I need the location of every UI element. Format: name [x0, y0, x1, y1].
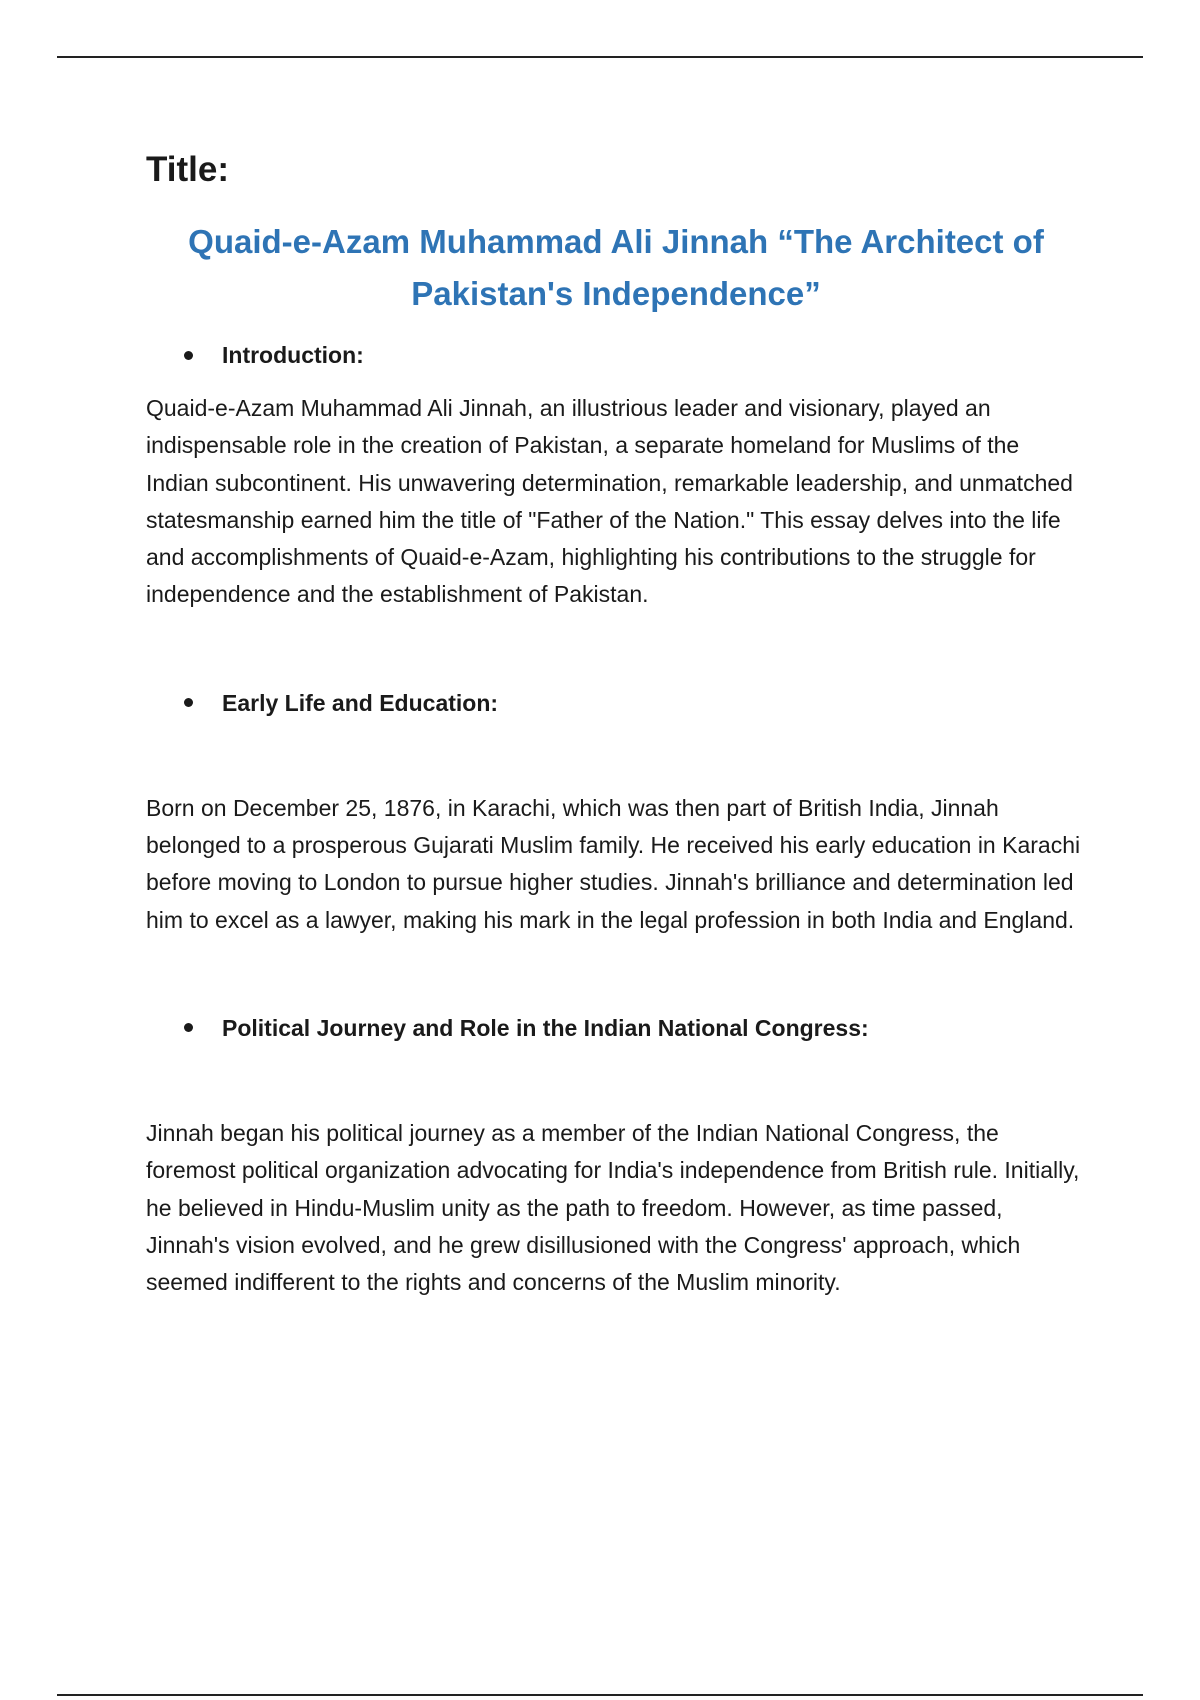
section-heading-text: Political Journey and Role in the Indian National Congress:: [222, 1014, 869, 1041]
section-heading-text: Early Life and Education:: [222, 689, 499, 716]
section-heading-introduction: [146, 338, 1086, 372]
title-label: Title:: [146, 150, 229, 189]
bullet-icon: [184, 351, 193, 360]
section-heading-text: Introduction:: [222, 342, 364, 368]
top-rule: [57, 56, 1143, 58]
section-body-political-journey: Jinnah began his political journey as a member of the Indian National Congress, the foremost political organization advocating for India's independence from British rule. Initially, he believed in Hindu-Muslim unity as the path to freedom. However, as time passed, Jinnah's vision evolved, and he grew disillusioned with the Congress' approach, which seemed indifferent to the rights and concerns of the Muslim minority.: [146, 1119, 1080, 1296]
section-body-early-life: Born on December 25, 1876, in Karachi, which was then part of British India, Jinnah belonged to a prosperous Gujarati Muslim family. He received his early education in Karachi before moving to London to pursue higher studies. Jinnah's brilliance and determination led him to excel as a lawyer, making his mark in the legal profession in both India and England.: [146, 794, 1081, 933]
bullet-icon: [184, 1023, 193, 1032]
document-body: [146, 146, 1086, 1301]
bullet-icon: [184, 698, 193, 707]
section-body-introduction: Quaid-e-Azam Muhammad Ali Jinnah, an illustrious leader and visionary, played an indispensable role in the creation of Pakistan, a separate homeland for Muslims of the Indian subcontinent. His unwavering determination, remarkable leadership, and unmatched statesmanship earned him the title of "Father of the Nation." This essay delves into the life and accomplishments of Quaid-e-Azam, highlighting his contributions to the struggle for independence and the establishment of Pakistan.: [146, 395, 1073, 608]
bottom-rule: [57, 1694, 1143, 1696]
document-title: Quaid-e-Azam Muhammad Ali Jinnah “The Architect of Pakistan's Independence”: [188, 223, 1044, 312]
section-heading-early-life: [146, 686, 1086, 720]
section-heading-political-journey: [146, 1011, 1086, 1045]
